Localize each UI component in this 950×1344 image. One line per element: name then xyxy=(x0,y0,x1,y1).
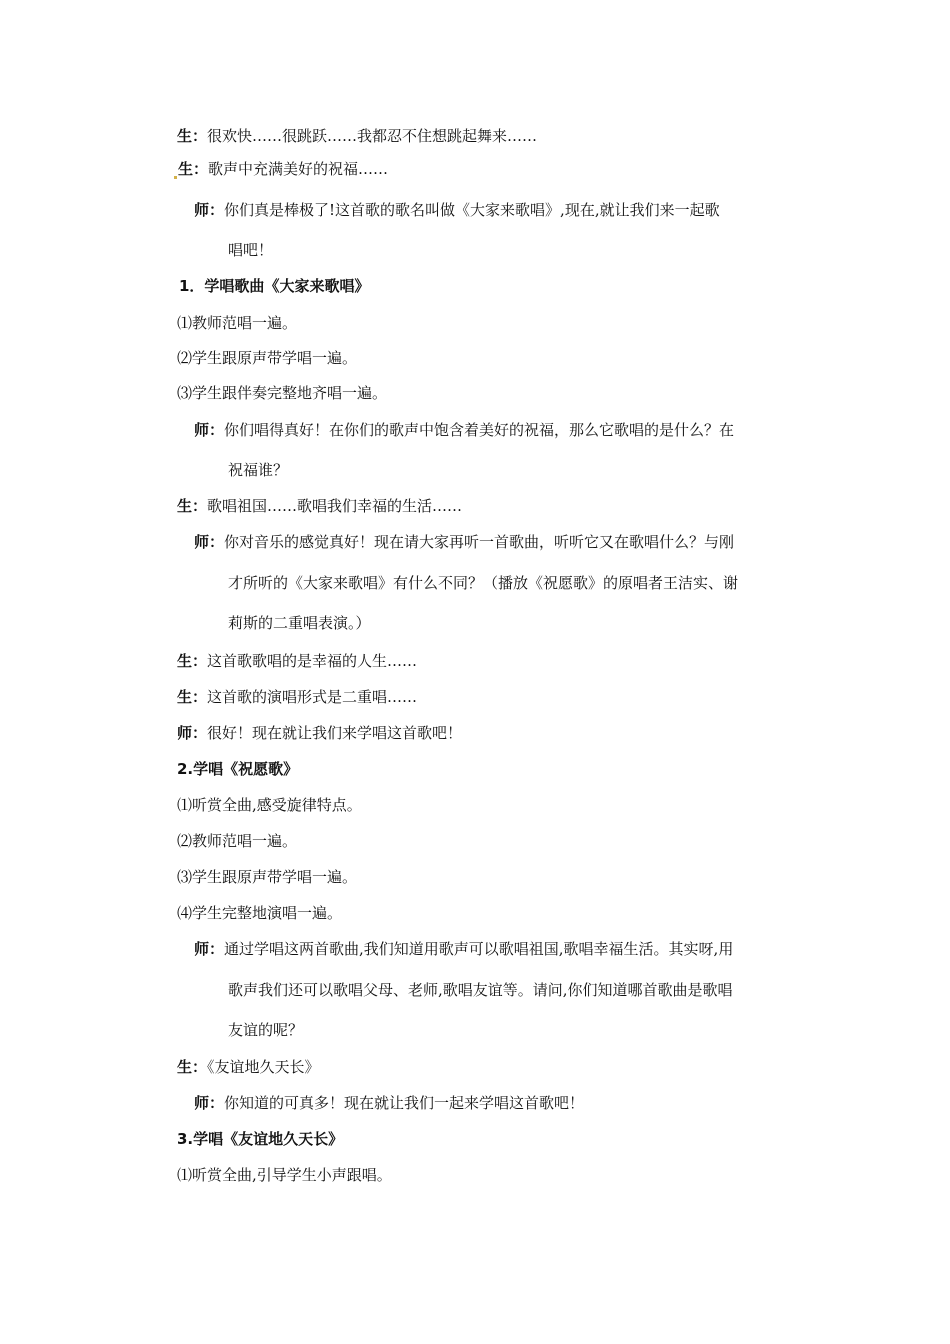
speaker-label: 生： xyxy=(177,688,208,706)
speaker-label: 生： xyxy=(178,160,209,178)
edit-mark-icon xyxy=(174,176,177,179)
step-item xyxy=(177,313,297,333)
speaker-label: 生： xyxy=(177,127,208,145)
section-heading xyxy=(177,759,298,779)
speaker-label: 师： xyxy=(194,940,225,958)
dialogue-line xyxy=(177,723,462,743)
step-item xyxy=(177,867,357,887)
line-text: 歌唱祖国……歌唱我们幸福的生活…… xyxy=(207,497,463,515)
line-text: 很欢快……很跳跃……我都忍不住想跳起舞来…… xyxy=(207,127,538,145)
line-text: 歌声我们还可以歌唱父母、老师,歌唱友谊等。请问,你们知道哪首歌曲是歌唱 xyxy=(228,981,733,999)
step-item xyxy=(177,348,357,368)
line-text: 你们真是棒极了!这首歌的歌名叫做《大家来歌唱》,现在,就让我们来一起歌 xyxy=(224,201,720,219)
dialogue-line xyxy=(194,939,733,959)
speaker-label: 师： xyxy=(194,201,225,219)
dialogue-line xyxy=(177,496,462,516)
continuation-line xyxy=(228,613,371,633)
continuation-line xyxy=(228,573,738,593)
line-text: ⑴教师范唱一遍。 xyxy=(177,314,298,332)
continuation-line xyxy=(228,1020,303,1040)
section-heading xyxy=(177,1129,343,1149)
line-text: 你对音乐的感觉真好！现在请大家再听一首歌曲，听听它又在歌唱什么？与刚 xyxy=(224,533,735,551)
step-item xyxy=(177,383,387,403)
line-text: ⑵学生跟原声带学唱一遍。 xyxy=(177,349,358,367)
step-item xyxy=(177,903,342,923)
dialogue-line xyxy=(194,420,734,440)
line-text: ⑴听赏全曲,感受旋律特点。 xyxy=(177,796,362,814)
dialogue-line xyxy=(174,159,388,179)
speaker-label: 生： xyxy=(177,652,208,670)
line-text: 才所听的《大家来歌唱》有什么不同？（播放《祝愿歌》的原唱者王洁实、谢 xyxy=(228,574,739,592)
dialogue-line xyxy=(194,532,734,552)
speaker-label: 师： xyxy=(194,533,225,551)
line-text: 祝福谁？ xyxy=(228,461,289,479)
line-text: 唱吧！ xyxy=(228,241,274,259)
line-text: 这首歌歌唱的是幸福的人生…… xyxy=(207,652,418,670)
dialogue-line xyxy=(194,1093,584,1113)
speaker-label: 生： xyxy=(177,1058,208,1076)
speaker-label: 师： xyxy=(194,421,225,439)
heading-text: 2.学唱《祝愿歌》 xyxy=(177,760,299,778)
line-text: 莉斯的二重唱表演。） xyxy=(228,614,371,632)
dialogue-line xyxy=(177,651,417,671)
heading-text: 1．学唱歌曲《大家来歌唱》 xyxy=(179,277,370,295)
dialogue-line xyxy=(177,126,537,146)
line-text: 通过学唱这两首歌曲,我们知道用歌声可以歌唱祖国,歌唱幸福生活。其实呀,用 xyxy=(224,940,734,958)
line-text: 友谊的呢？ xyxy=(228,1021,304,1039)
step-item xyxy=(177,1165,392,1185)
line-text: 《友谊地久天长》 xyxy=(207,1058,320,1076)
dialogue-line xyxy=(177,687,417,707)
step-item xyxy=(177,795,362,815)
line-text: 这首歌的演唱形式是二重唱…… xyxy=(207,688,418,706)
dialogue-line xyxy=(177,1057,320,1077)
continuation-line xyxy=(228,240,273,260)
dialogue-line xyxy=(194,200,720,220)
speaker-label: 师： xyxy=(177,724,208,742)
line-text: ⑷学生完整地演唱一遍。 xyxy=(177,904,343,922)
line-text: ⑴听赏全曲,引导学生小声跟唱。 xyxy=(177,1166,392,1184)
line-text: 你们唱得真好！在你们的歌声中饱含着美好的祝福，那么它歌唱的是什么？在 xyxy=(224,421,735,439)
line-text: ⑶学生跟伴奏完整地齐唱一遍。 xyxy=(177,384,388,402)
section-heading xyxy=(179,276,369,296)
line-text: ⑶学生跟原声带学唱一遍。 xyxy=(177,868,358,886)
line-text: ⑵教师范唱一遍。 xyxy=(177,832,298,850)
line-text: 歌声中充满美好的祝福…… xyxy=(208,160,389,178)
continuation-line xyxy=(228,460,288,480)
continuation-line xyxy=(228,980,733,1000)
speaker-label: 师： xyxy=(194,1094,225,1112)
line-text: 很好！现在就让我们来学唱这首歌吧！ xyxy=(207,724,463,742)
speaker-label: 生： xyxy=(177,497,208,515)
heading-text: 3.学唱《友谊地久天长》 xyxy=(177,1130,344,1148)
step-item xyxy=(177,831,297,851)
line-text: 你知道的可真多！现在就让我们一起来学唱这首歌吧！ xyxy=(224,1094,585,1112)
